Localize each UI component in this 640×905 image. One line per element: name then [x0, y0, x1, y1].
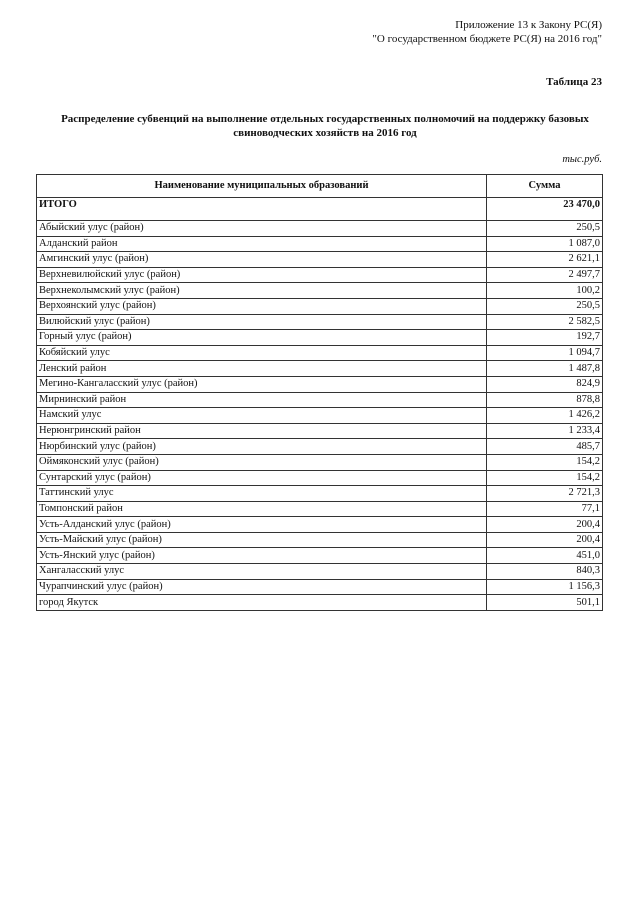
table-row	[37, 532, 603, 548]
municipality-sum: 2 582,5	[487, 314, 603, 330]
municipality-name: Усть-Янский улус (район)	[37, 548, 487, 564]
municipality-name: Алданский район	[37, 236, 487, 252]
table-row	[37, 501, 603, 517]
municipality-sum: 1 094,7	[487, 345, 603, 361]
municipality-sum: 1 426,2	[487, 408, 603, 424]
appendix-note	[372, 18, 602, 46]
table-row	[37, 454, 603, 470]
municipality-sum: 1 487,8	[487, 361, 603, 377]
table-row	[37, 564, 603, 580]
table-number: Таблица 23	[546, 76, 602, 88]
municipality-name: Верхоянский улус (район)	[37, 298, 487, 314]
municipality-name: Ленский район	[37, 361, 487, 377]
municipality-sum: 250,5	[487, 298, 603, 314]
table-row	[37, 252, 603, 268]
municipality-name: Верхневилюйский улус (район)	[37, 267, 487, 283]
appendix-line-2: "О государственном бюджете РС(Я) на 2016 год"	[372, 33, 602, 45]
municipality-sum: 1 156,3	[487, 579, 603, 595]
municipality-sum: 501,1	[487, 595, 603, 611]
title-line-2: свиноводческих хозяйств на 2016 год	[233, 127, 417, 139]
subsidy-table	[36, 174, 603, 611]
municipality-name: Кобяйский улус	[37, 345, 487, 361]
table-row	[37, 579, 603, 595]
municipality-name: Мегино-Кангаласский улус (район)	[37, 376, 487, 392]
municipality-name: Сунтарский улус (район)	[37, 470, 487, 486]
table-row	[37, 486, 603, 502]
municipality-sum: 200,4	[487, 532, 603, 548]
document-title	[40, 112, 610, 140]
municipality-name: Амгинский улус (район)	[37, 252, 487, 268]
municipality-name: Оймяконский улус (район)	[37, 454, 487, 470]
municipality-sum: 2 621,1	[487, 252, 603, 268]
municipality-sum: 2 721,3	[487, 486, 603, 502]
municipality-name: Нюрбинский улус (район)	[37, 439, 487, 455]
table-row	[37, 423, 603, 439]
municipality-name: город Якутск	[37, 595, 487, 611]
municipality-name: Мирнинский район	[37, 392, 487, 408]
table-row	[37, 595, 603, 611]
municipality-name: Томпонский район	[37, 501, 487, 517]
table-header-row	[37, 175, 603, 198]
total-row	[37, 198, 603, 221]
municipality-name: Горный улус (район)	[37, 330, 487, 346]
table-row	[37, 408, 603, 424]
municipality-name: Вилюйский улус (район)	[37, 314, 487, 330]
table-row	[37, 548, 603, 564]
municipality-sum: 192,7	[487, 330, 603, 346]
municipality-name: Нерюнгринский район	[37, 423, 487, 439]
table-row	[37, 236, 603, 252]
column-header-name: Наименование муниципальных образований	[37, 175, 487, 198]
municipality-sum: 840,3	[487, 564, 603, 580]
table-row	[37, 376, 603, 392]
municipality-name: Намский улус	[37, 408, 487, 424]
total-label: ИТОГО	[37, 198, 487, 221]
column-header-sum: Сумма	[487, 175, 603, 198]
table-row	[37, 392, 603, 408]
units-label: тыс.руб.	[562, 154, 602, 165]
municipality-sum: 451,0	[487, 548, 603, 564]
table-row	[37, 439, 603, 455]
municipality-sum: 154,2	[487, 470, 603, 486]
municipality-sum: 100,2	[487, 283, 603, 299]
municipality-name: Усть-Алданский улус (район)	[37, 517, 487, 533]
municipality-name: Усть-Майский улус (район)	[37, 532, 487, 548]
municipality-name: Абыйский улус (район)	[37, 221, 487, 237]
municipality-sum: 878,8	[487, 392, 603, 408]
appendix-line-1: Приложение 13 к Закону РС(Я)	[455, 19, 602, 31]
municipality-name: Таттинский улус	[37, 486, 487, 502]
table-row	[37, 283, 603, 299]
municipality-sum: 1 233,4	[487, 423, 603, 439]
total-value: 23 470,0	[487, 198, 603, 221]
municipality-sum: 824,9	[487, 376, 603, 392]
municipality-name: Верхнеколымский улус (район)	[37, 283, 487, 299]
title-line-1: Распределение субвенций на выполнение отдельных государственных полномочий на поддержку базовых	[61, 113, 589, 125]
municipality-sum: 154,2	[487, 454, 603, 470]
table-row	[37, 221, 603, 237]
municipality-sum: 77,1	[487, 501, 603, 517]
table-row	[37, 470, 603, 486]
municipality-sum: 1 087,0	[487, 236, 603, 252]
municipality-sum: 2 497,7	[487, 267, 603, 283]
table-row	[37, 314, 603, 330]
municipality-sum: 250,5	[487, 221, 603, 237]
municipality-name: Хангаласский улус	[37, 564, 487, 580]
table-row	[37, 267, 603, 283]
table-row	[37, 361, 603, 377]
municipality-sum: 485,7	[487, 439, 603, 455]
table-row	[37, 517, 603, 533]
table-row	[37, 330, 603, 346]
table-row	[37, 298, 603, 314]
municipality-name: Чурапчинский улус (район)	[37, 579, 487, 595]
municipality-sum: 200,4	[487, 517, 603, 533]
table-row	[37, 345, 603, 361]
